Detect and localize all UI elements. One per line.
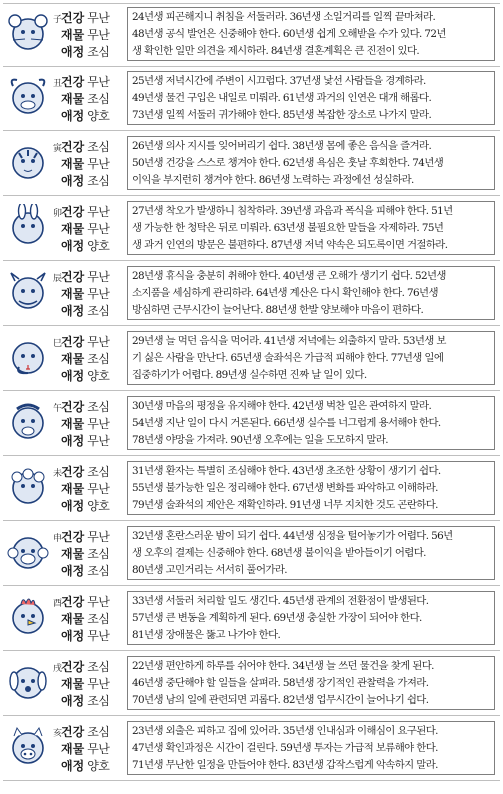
- zodiac-row: [3, 133, 500, 196]
- fortune-label: 건강: [61, 595, 85, 609]
- fortune-level: 무난: [87, 742, 110, 756]
- tiger-icon: [5, 139, 51, 185]
- fortune-label: 건강: [61, 335, 85, 349]
- fortune-label: 애정: [61, 174, 85, 188]
- fortune-rating: [61, 628, 123, 645]
- fortune-label: 애정: [61, 694, 85, 708]
- fortune-text-line: 기 싫은 사람을 만난다. 65년생 술좌석은 가급적 피해야 한다. 77년생 일에: [132, 351, 444, 364]
- fortune-rating: [61, 498, 123, 515]
- fortune-label: 재물: [61, 287, 85, 301]
- zodiac-row: [3, 718, 500, 781]
- fortune-rating: [61, 416, 123, 433]
- fortune-label: 재물: [61, 482, 85, 496]
- fortune-text-box: [127, 591, 495, 645]
- fortune-rating: [61, 44, 123, 61]
- fortune-label: 건강: [61, 725, 85, 739]
- fortune-rating: [61, 659, 123, 676]
- fortune-level: 조심: [87, 564, 110, 578]
- fortune-level: 무난: [87, 677, 110, 691]
- fortune-rating: [61, 693, 123, 710]
- fortune-ratings: [61, 139, 123, 190]
- fortune-rating: [61, 139, 123, 156]
- fortune-label: 건강: [61, 75, 85, 89]
- fortune-rating: [61, 303, 123, 320]
- fortune-text-line: 소지품을 세심하게 관리하라. 64년생 계산은 다시 확인해야 한다. 76년생: [132, 286, 438, 299]
- fortune-label: 재물: [61, 417, 85, 431]
- fortune-rating: [61, 27, 123, 44]
- zodiac-hanja: 未: [53, 469, 63, 479]
- dog-icon: [5, 659, 51, 705]
- fortune-level: 양호: [87, 759, 110, 773]
- zodiac-row: [3, 588, 500, 651]
- zodiac-row: [3, 68, 500, 131]
- fortune-rating: [61, 464, 123, 481]
- fortune-ratings: [61, 204, 123, 255]
- fortune-level: 무난: [87, 287, 110, 301]
- fortune-level: 무난: [87, 595, 110, 609]
- fortune-label: 애정: [61, 369, 85, 383]
- zodiac-row: [3, 653, 500, 716]
- fortune-text-line: 29년생 늘 먹던 음식을 먹어라. 41년생 저녁에는 외출하지 말라. 53년생 보: [132, 335, 446, 347]
- fortune-text-line: 31년생 환자는 특별히 조심해야 한다. 43년생 초조한 상황이 생기기 쉽다.: [132, 465, 441, 477]
- fortune-label: 건강: [61, 465, 85, 479]
- fortune-text-line: 23년생 외출은 피하고 집에 있어라. 35년생 인내심과 이해심이 요구된다.: [132, 725, 438, 737]
- zodiac-hanja: 子: [53, 15, 63, 25]
- fortune-rating: [61, 91, 123, 108]
- fortune-ratings: [61, 529, 123, 580]
- fortune-label: 재물: [61, 157, 85, 171]
- fortune-ratings: [61, 464, 123, 515]
- fortune-level: 조심: [87, 304, 110, 318]
- fortune-label: 건강: [61, 400, 85, 414]
- horse-icon: [5, 399, 51, 445]
- fortune-text-box: [127, 526, 495, 580]
- fortune-label: 애정: [61, 239, 85, 253]
- dragon-icon: [5, 269, 51, 315]
- fortune-text-line: 30년생 마음의 평정을 유지해야 한다. 42년생 벅찬 일은 관여하지 말라.: [132, 400, 432, 412]
- fortune-level: 무난: [87, 434, 110, 448]
- fortune-label: 애정: [61, 499, 85, 513]
- rooster-icon: [5, 594, 51, 640]
- fortune-text-line: 27년생 착오가 발생하니 침착하라. 39년생 과음과 폭식을 피해야 한다. 51년: [132, 205, 453, 217]
- fortune-label: 건강: [61, 660, 85, 674]
- fortune-text-box: [127, 136, 495, 190]
- zodiac-hanja: 巳: [53, 339, 63, 349]
- fortune-rating: [61, 758, 123, 775]
- rat-icon: [5, 10, 51, 56]
- fortune-level: 조심: [87, 140, 110, 154]
- fortune-label: 건강: [61, 205, 85, 219]
- fortune-level: 조심: [87, 45, 110, 59]
- fortune-level: 무난: [87, 530, 110, 544]
- fortune-text-line: 71년생 무난한 일정을 만들어야 한다. 83년생 갑작스럽게 악속하지 말라.: [132, 758, 438, 771]
- zodiac-hanja: 午: [53, 404, 63, 414]
- snake-icon: [5, 334, 51, 380]
- sheep-icon: [5, 464, 51, 510]
- fortune-text-line: 생 오후의 결제는 신중해야 한다. 68년생 불이익을 받아들이기 어렵다.: [132, 546, 426, 559]
- fortune-rating: [61, 433, 123, 450]
- fortune-text-line: 50년생 건강을 스스로 챙겨야 한다. 62년생 욕심은 훗날 후회한다. 74년생: [132, 156, 444, 169]
- fortune-level: 조심: [87, 694, 110, 708]
- fortune-rating: [61, 74, 123, 91]
- fortune-text-line: 48년생 공식 발언은 신중해야 한다. 60년생 쉽게 오해받을 수가 있다. 72년: [132, 27, 446, 40]
- fortune-level: 조심: [87, 400, 110, 414]
- fortune-text-line: 이익을 부지런히 챙겨야 한다. 86년생 노력하는 과정에선 성실하라.: [132, 173, 414, 186]
- fortune-level: 양호: [87, 499, 110, 513]
- fortune-level: 조심: [87, 352, 110, 366]
- fortune-label: 재물: [61, 92, 85, 106]
- fortune-text-line: 방심하면 근무시간이 늘어난다. 88년생 한발 양보해야 마음이 편하다.: [132, 303, 424, 316]
- fortune-level: 조심: [87, 725, 110, 739]
- fortune-level: 무난: [87, 629, 110, 643]
- fortune-text-line: 생 가능한 한 청탁은 뒤로 미뤄라. 63년생 불필요한 말들을 자제하라. 75년: [132, 221, 444, 234]
- fortune-level: 무난: [87, 157, 110, 171]
- fortune-level: 조심: [87, 660, 110, 674]
- fortune-rating: [61, 741, 123, 758]
- pig-icon: [5, 724, 51, 770]
- fortune-text-line: 46년생 중단해야 할 일들을 살펴라. 58년생 장기적인 관찰력을 가져라.: [132, 676, 429, 689]
- zodiac-row: [3, 198, 500, 261]
- fortune-ratings: [61, 269, 123, 320]
- zodiac-hanja: 酉: [53, 599, 63, 609]
- fortune-rating: [61, 611, 123, 628]
- fortune-label: 재물: [61, 28, 85, 42]
- fortune-text-line: 28년생 휴식을 충분히 취해야 한다. 40년생 큰 오해가 생기기 쉽다. 52년생: [132, 270, 446, 282]
- fortune-text-line: 80년생 고민거리는 서서히 풀어가라.: [132, 563, 287, 576]
- fortune-level: 양호: [87, 109, 110, 123]
- fortune-text-line: 생 확인한 일만 의견을 제시하라. 84년생 결혼계획은 큰 진전이 있다.: [132, 44, 420, 57]
- fortune-text-line: 33년생 서둘러 처리할 일도 생긴다. 45년생 관계의 전환점이 발생된다.: [132, 595, 429, 607]
- fortune-label: 애정: [61, 45, 85, 59]
- fortune-text-box: [127, 721, 495, 775]
- fortune-rating: [61, 546, 123, 563]
- fortune-rating: [61, 286, 123, 303]
- fortune-level: 무난: [87, 417, 110, 431]
- fortune-text-line: 78년생 야망을 가져라. 90년생 오후에는 일을 도모하지 말라.: [132, 433, 388, 446]
- fortune-level: 무난: [87, 222, 110, 236]
- fortune-text-box: [127, 656, 495, 710]
- zodiac-hanja: 戌: [53, 664, 63, 674]
- fortune-label: 애정: [61, 759, 85, 773]
- zodiac-hanja: 丑: [53, 79, 63, 89]
- fortune-level: 무난: [87, 11, 110, 25]
- fortune-level: 무난: [87, 335, 110, 349]
- fortune-text-line: 25년생 저녁시간에 주변이 시끄럽다. 37년생 낯선 사람들을 경계하라.: [132, 75, 426, 87]
- fortune-rating: [61, 334, 123, 351]
- fortune-text-line: 79년생 술좌석의 제안은 재확인하라. 91년생 너무 지치한 것도 곤란하다.: [132, 498, 438, 511]
- fortune-rating: [61, 238, 123, 255]
- fortune-label: 재물: [61, 547, 85, 561]
- zodiac-hanja: 申: [53, 534, 63, 544]
- fortune-level: 조심: [87, 465, 110, 479]
- fortune-text-box: [127, 461, 495, 515]
- fortune-text-line: 22년생 편안하게 하루를 쉬어야 한다. 34년생 늘 쓰던 물건을 찾게 된다.: [132, 660, 434, 672]
- fortune-ratings: [61, 10, 123, 61]
- fortune-text-line: 47년생 확인과정은 시간이 걸린다. 59년생 투자는 가급적 보류해야 한다.: [132, 741, 438, 754]
- fortune-level: 양호: [87, 369, 110, 383]
- fortune-ratings: [61, 594, 123, 645]
- monkey-icon: [5, 529, 51, 575]
- fortune-text-box: [127, 201, 495, 255]
- fortune-text-box: [127, 266, 495, 320]
- fortune-level: 조심: [87, 612, 110, 626]
- fortune-level: 무난: [87, 270, 110, 284]
- fortune-text-line: 49년생 물건 구입은 내일로 미뤄라. 61년생 과거의 인연은 대개 해롭다.: [132, 91, 432, 104]
- zodiac-hanja: 卯: [53, 209, 63, 219]
- fortune-rating: [61, 368, 123, 385]
- fortune-rating: [61, 676, 123, 693]
- zodiac-row: [3, 328, 500, 391]
- fortune-label: 재물: [61, 352, 85, 366]
- fortune-rating: [61, 204, 123, 221]
- fortune-text-line: 생 과거 인연의 방문은 불편하다. 87년생 저녁 약속은 되도록이면 거절하라.: [132, 238, 448, 251]
- fortune-text-line: 26년생 의사 지시를 잊어버리기 쉽다. 38년생 몸에 좋은 음식을 즐겨라.: [132, 140, 432, 152]
- fortune-ratings: [61, 399, 123, 450]
- fortune-text-line: 32년생 혼란스러운 밤이 되기 쉽다. 44년생 심정을 털어놓기가 어렵다. 56년: [132, 530, 453, 542]
- fortune-level: 무난: [87, 482, 110, 496]
- fortune-text-line: 57년생 큰 변동을 계획하게 된다. 69년생 충실한 가장이 되어야 한다.: [132, 611, 422, 624]
- fortune-label: 애정: [61, 434, 85, 448]
- fortune-text-box: [127, 396, 495, 450]
- fortune-level: 무난: [87, 75, 110, 89]
- fortune-level: 조심: [87, 547, 110, 561]
- fortune-text-line: 73년생 일찍 서둘러 귀가해야 한다. 85년생 복잡한 장소로 나가지 말라.: [132, 108, 432, 121]
- zodiac-hanja: 寅: [53, 144, 63, 154]
- fortune-rating: [61, 351, 123, 368]
- fortune-text-line: 집중하기가 어렵다. 89년생 실수하면 진짜 날 일이 있다.: [132, 368, 367, 381]
- fortune-text-line: 55년생 불가능한 일은 정리해야 한다. 67년생 변화를 파악하고 이해하라.: [132, 481, 438, 494]
- fortune-ratings: [61, 659, 123, 710]
- zodiac-row: [3, 263, 500, 326]
- fortune-level: 조심: [87, 174, 110, 188]
- fortune-text-line: 70년생 남의 일에 관련되면 괴롭다. 82년생 업무시간이 늘어나기 쉽다.: [132, 693, 429, 706]
- zodiac-row: [3, 3, 500, 67]
- fortune-rating: [61, 724, 123, 741]
- fortune-level: 무난: [87, 205, 110, 219]
- fortune-text-line: 81년생 장애물은 뚫고 나가야 한다.: [132, 628, 281, 641]
- fortune-label: 애정: [61, 304, 85, 318]
- fortune-level: 무난: [87, 28, 110, 42]
- fortune-rating: [61, 10, 123, 27]
- ox-icon: [5, 74, 51, 120]
- fortune-rating: [61, 529, 123, 546]
- zodiac-row: [3, 458, 500, 521]
- fortune-text-box: [127, 7, 495, 61]
- fortune-rating: [61, 399, 123, 416]
- zodiac-row: [3, 523, 500, 586]
- fortune-rating: [61, 156, 123, 173]
- fortune-label: 건강: [61, 270, 85, 284]
- fortune-rating: [61, 563, 123, 580]
- fortune-text-line: 54년생 지난 일이 다시 거론된다. 66년생 실수를 너그럽게 용서해야 한다.: [132, 416, 441, 429]
- fortune-text-box: [127, 71, 495, 125]
- fortune-label: 건강: [61, 140, 85, 154]
- fortune-text-box: [127, 331, 495, 385]
- fortune-text-line: 24년생 피곤해지니 취침을 서둘러라. 36년생 소일거리를 일찍 끝마쳐라.: [132, 11, 436, 23]
- fortune-rating: [61, 173, 123, 190]
- fortune-label: 재물: [61, 222, 85, 236]
- fortune-label: 재물: [61, 612, 85, 626]
- fortune-label: 애정: [61, 109, 85, 123]
- fortune-rating: [61, 594, 123, 611]
- fortune-label: 재물: [61, 742, 85, 756]
- fortune-ratings: [61, 74, 123, 125]
- fortune-level: 양호: [87, 239, 110, 253]
- zodiac-hanja: 亥: [53, 729, 63, 739]
- fortune-label: 애정: [61, 629, 85, 643]
- fortune-label: 재물: [61, 677, 85, 691]
- fortune-label: 애정: [61, 564, 85, 578]
- fortune-rating: [61, 221, 123, 238]
- fortune-level: 조심: [87, 92, 110, 106]
- fortune-rating: [61, 481, 123, 498]
- zodiac-hanja: 辰: [53, 274, 63, 284]
- fortune-rating: [61, 269, 123, 286]
- fortune-label: 건강: [61, 11, 85, 25]
- zodiac-row: [3, 393, 500, 456]
- fortune-ratings: [61, 334, 123, 385]
- rabbit-icon: [5, 204, 51, 250]
- fortune-rating: [61, 108, 123, 125]
- fortune-label: 건강: [61, 530, 85, 544]
- fortune-ratings: [61, 724, 123, 775]
